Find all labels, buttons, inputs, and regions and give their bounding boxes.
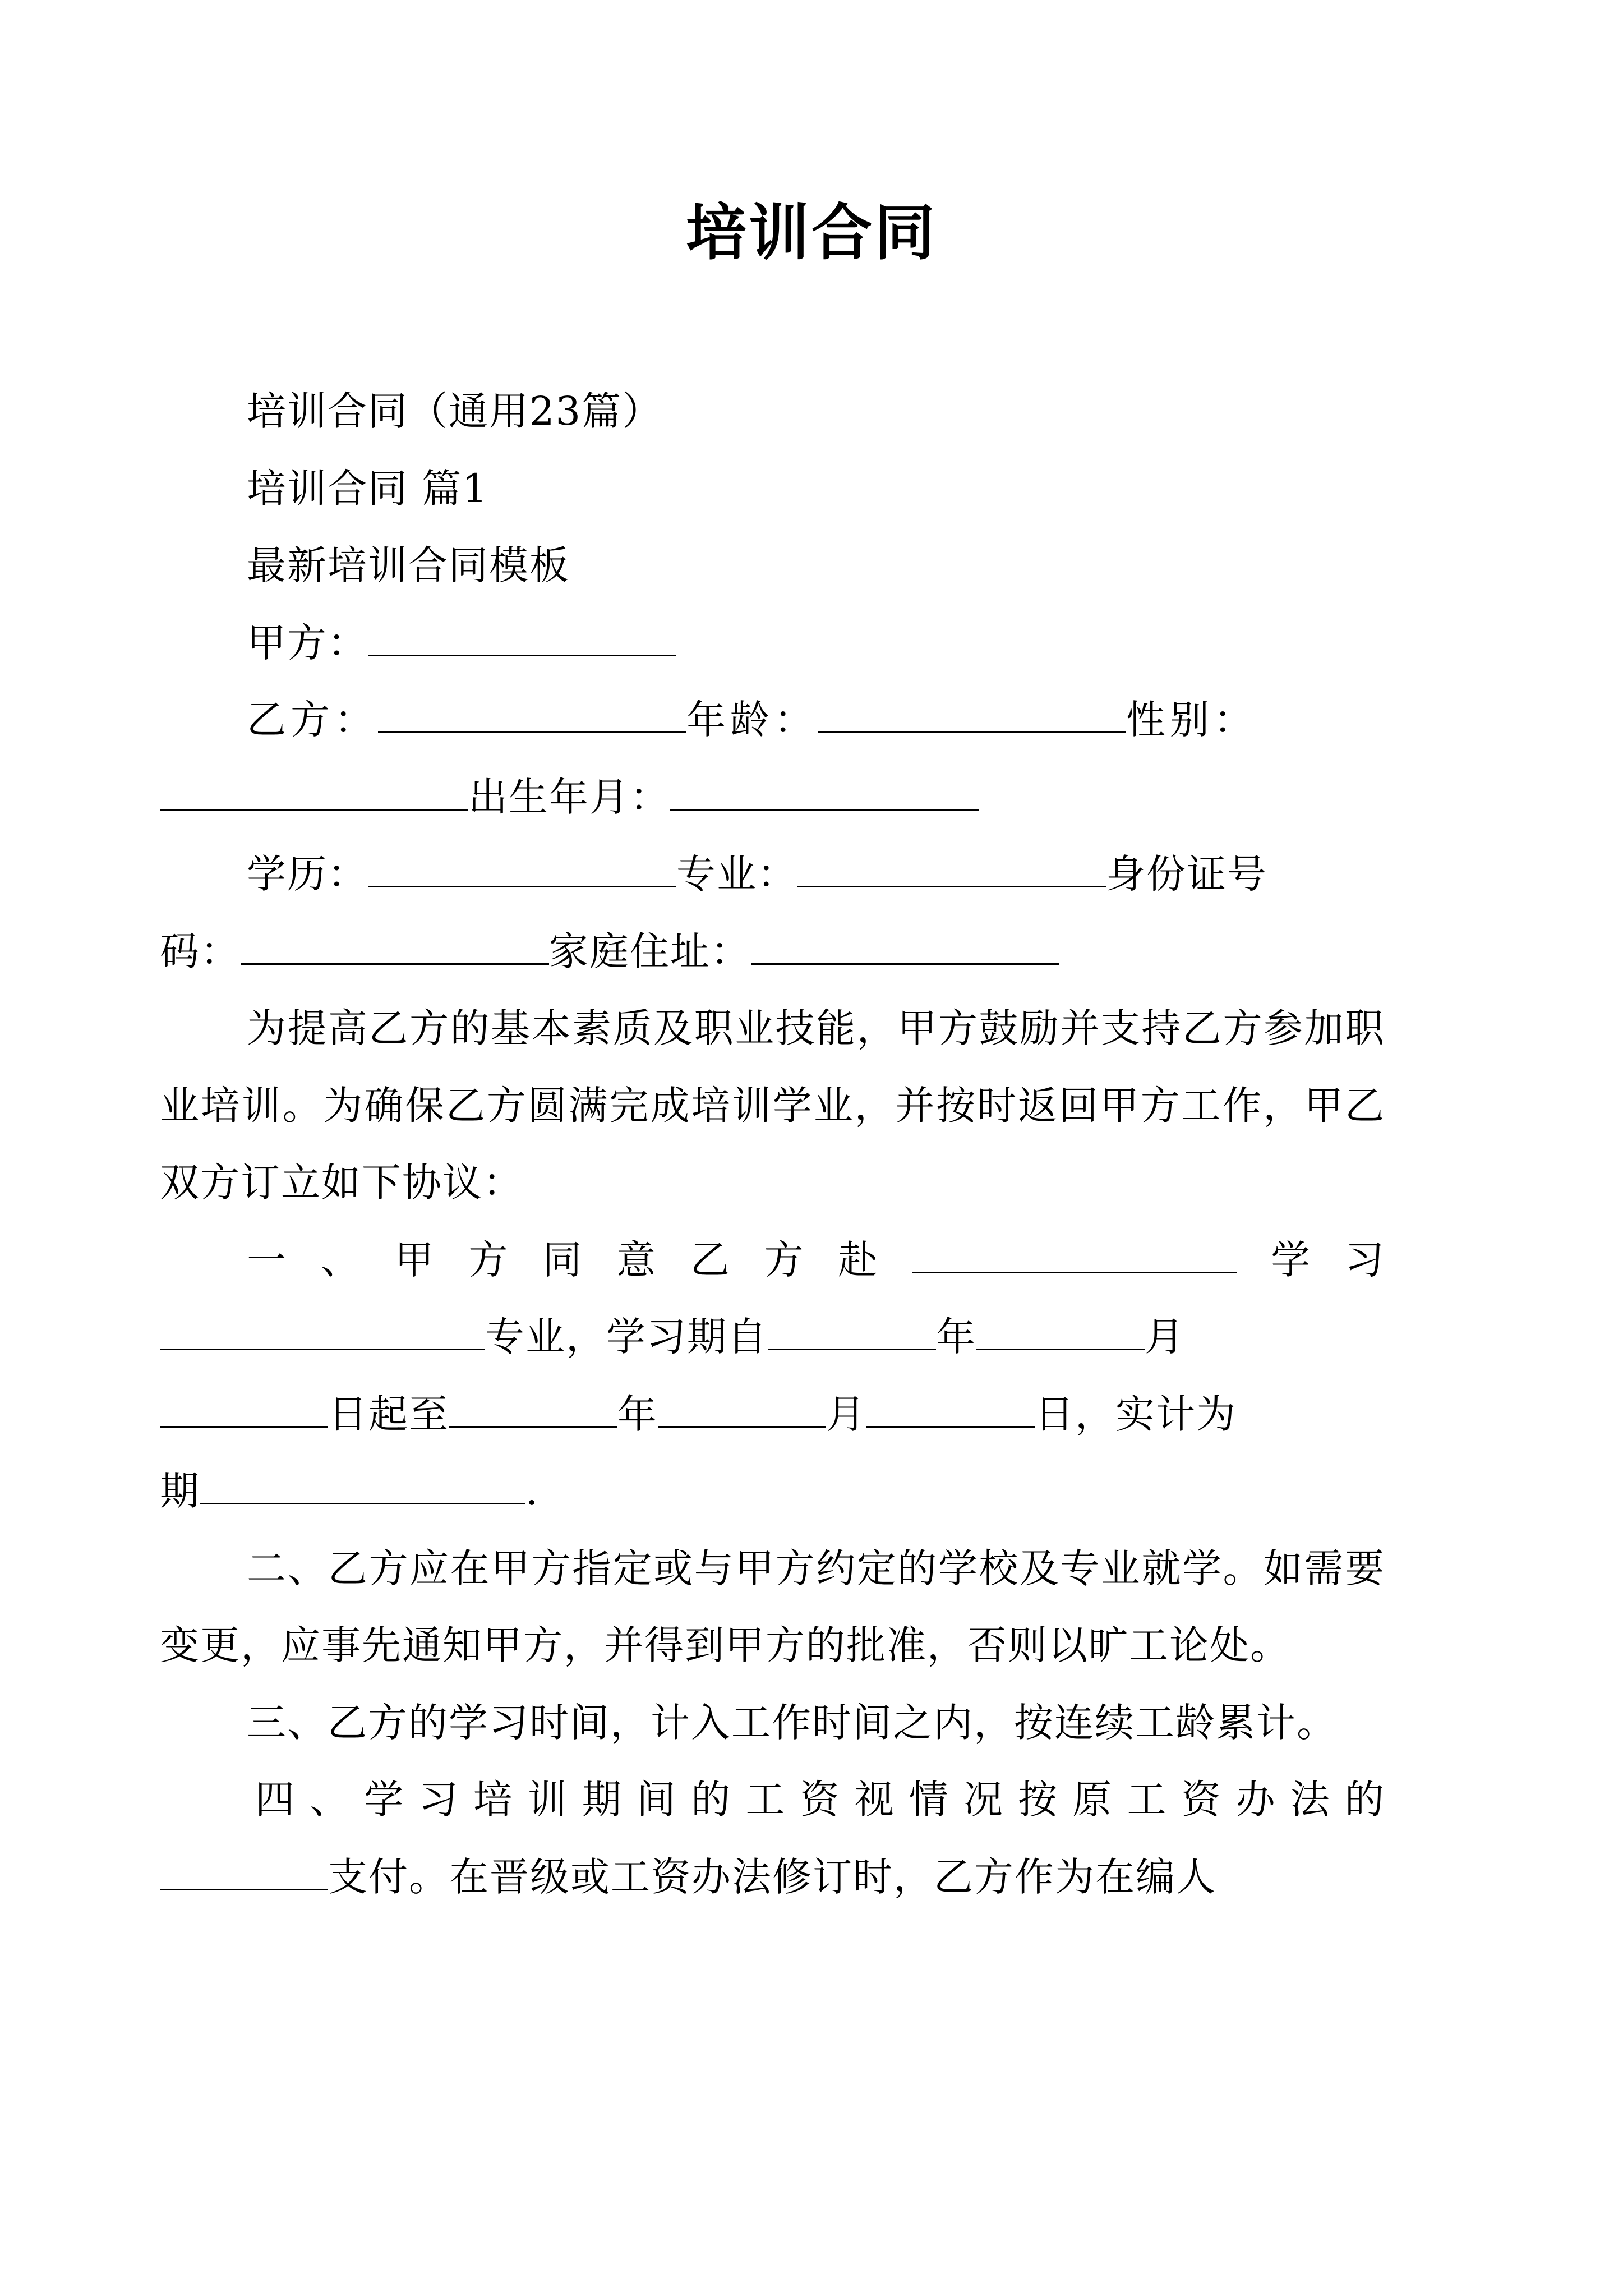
address-label: 家庭住址： — [549, 928, 751, 974]
clause1-year-label: 年 — [936, 1314, 976, 1360]
address-blank[interactable] — [751, 930, 1059, 965]
id-label: 身份证号 — [1106, 851, 1267, 897]
clause4-text-a: 四、学习培训期间的工资视情况按原工资办法的 — [255, 1777, 1385, 1823]
clause1-line1 — [160, 1222, 1385, 1299]
clause1-end-day-blank[interactable] — [866, 1392, 1035, 1428]
clause1-period-blank[interactable] — [200, 1469, 525, 1504]
document-body — [160, 373, 1386, 1916]
clause2-paragraph: 二、乙方应在甲方指定或与甲方约定的学校及专业就学。如需要变更，应事先通知甲方，并得到甲方的批准，否则以旷工论处。 — [160, 1545, 1385, 1668]
party-b-line — [247, 682, 1385, 759]
clause1-text-b: 学习 — [1237, 1236, 1386, 1283]
clause1-start-day-blank[interactable] — [160, 1392, 328, 1428]
clause1-end-year-blank[interactable] — [449, 1392, 617, 1428]
age-blank[interactable] — [818, 698, 1126, 733]
education-line — [247, 836, 1385, 913]
clause4-ratio-blank[interactable] — [160, 1855, 328, 1890]
party-b-label: 乙方： — [247, 697, 378, 743]
clause1-month-label: 月 — [1145, 1314, 1185, 1360]
party-b-blank[interactable] — [378, 698, 686, 733]
clause3-paragraph: 三、乙方的学习时间，计入工作时间之内，按连续工龄累计。 — [247, 1699, 1337, 1746]
gender-label: 性别： — [1126, 697, 1257, 743]
clause1-end-mark: . — [525, 1468, 540, 1514]
party-a-label: 甲方： — [247, 619, 368, 666]
clause1-school-blank[interactable] — [912, 1238, 1237, 1273]
clause1-line4 — [160, 1453, 1385, 1530]
age-label: 年龄： — [686, 697, 818, 743]
clause1-start-year-blank[interactable] — [768, 1315, 936, 1350]
clause1-text-d: 日起至 — [328, 1391, 449, 1437]
clause1-end-month-label: 月 — [826, 1391, 866, 1437]
birth-blank[interactable] — [670, 775, 979, 811]
major-label: 专业： — [676, 851, 797, 897]
clause1-text-e: 日，实计为 — [1035, 1391, 1237, 1437]
education-blank[interactable] — [368, 852, 676, 887]
clause1-end-month-blank[interactable] — [658, 1392, 826, 1428]
id-blank[interactable] — [241, 930, 549, 965]
major-blank[interactable] — [797, 852, 1106, 887]
birth-label: 出生年月： — [468, 774, 670, 820]
gender-blank[interactable] — [160, 775, 468, 811]
party-a-blank[interactable] — [368, 621, 676, 656]
clause4-line2 — [160, 1839, 1385, 1916]
page-title: 培训合同 — [685, 197, 937, 268]
clause1-text-a: 一、甲方同意乙方赴 — [247, 1236, 912, 1283]
clause1-text-c: 专业，学习期自 — [485, 1314, 768, 1360]
id-label-cont: 码： — [160, 928, 241, 974]
address-line — [160, 913, 1385, 991]
clause4-text-b: 支付。在晋级或工资办法修订时，乙方作为在编人 — [328, 1853, 1216, 1900]
chapter-heading: 培训合同 篇1 — [247, 465, 488, 512]
clause1-text-f: 期 — [160, 1468, 200, 1514]
clause1-end-year-label: 年 — [617, 1391, 658, 1437]
intro-paragraph: 为提高乙方的基本素质及职业技能，甲方鼓励并支持乙方参加职业培训。为确保乙方圆满完成培训学业，并按时返回甲方工作，甲乙双方订立如下协议： — [160, 1005, 1385, 1205]
clause1-line2 — [160, 1299, 1385, 1376]
birth-line — [160, 759, 1385, 836]
clause1-start-month-blank[interactable] — [976, 1315, 1145, 1350]
template-name: 最新培训合同模板 — [247, 542, 570, 588]
clause1-line3 — [160, 1376, 1385, 1453]
clause4-line1 — [160, 1761, 1385, 1839]
clause1-major-blank[interactable] — [160, 1315, 485, 1350]
education-label: 学历： — [247, 851, 368, 897]
subtitle: 培训合同（通用23篇） — [247, 388, 663, 434]
party-a-line — [247, 605, 1385, 682]
